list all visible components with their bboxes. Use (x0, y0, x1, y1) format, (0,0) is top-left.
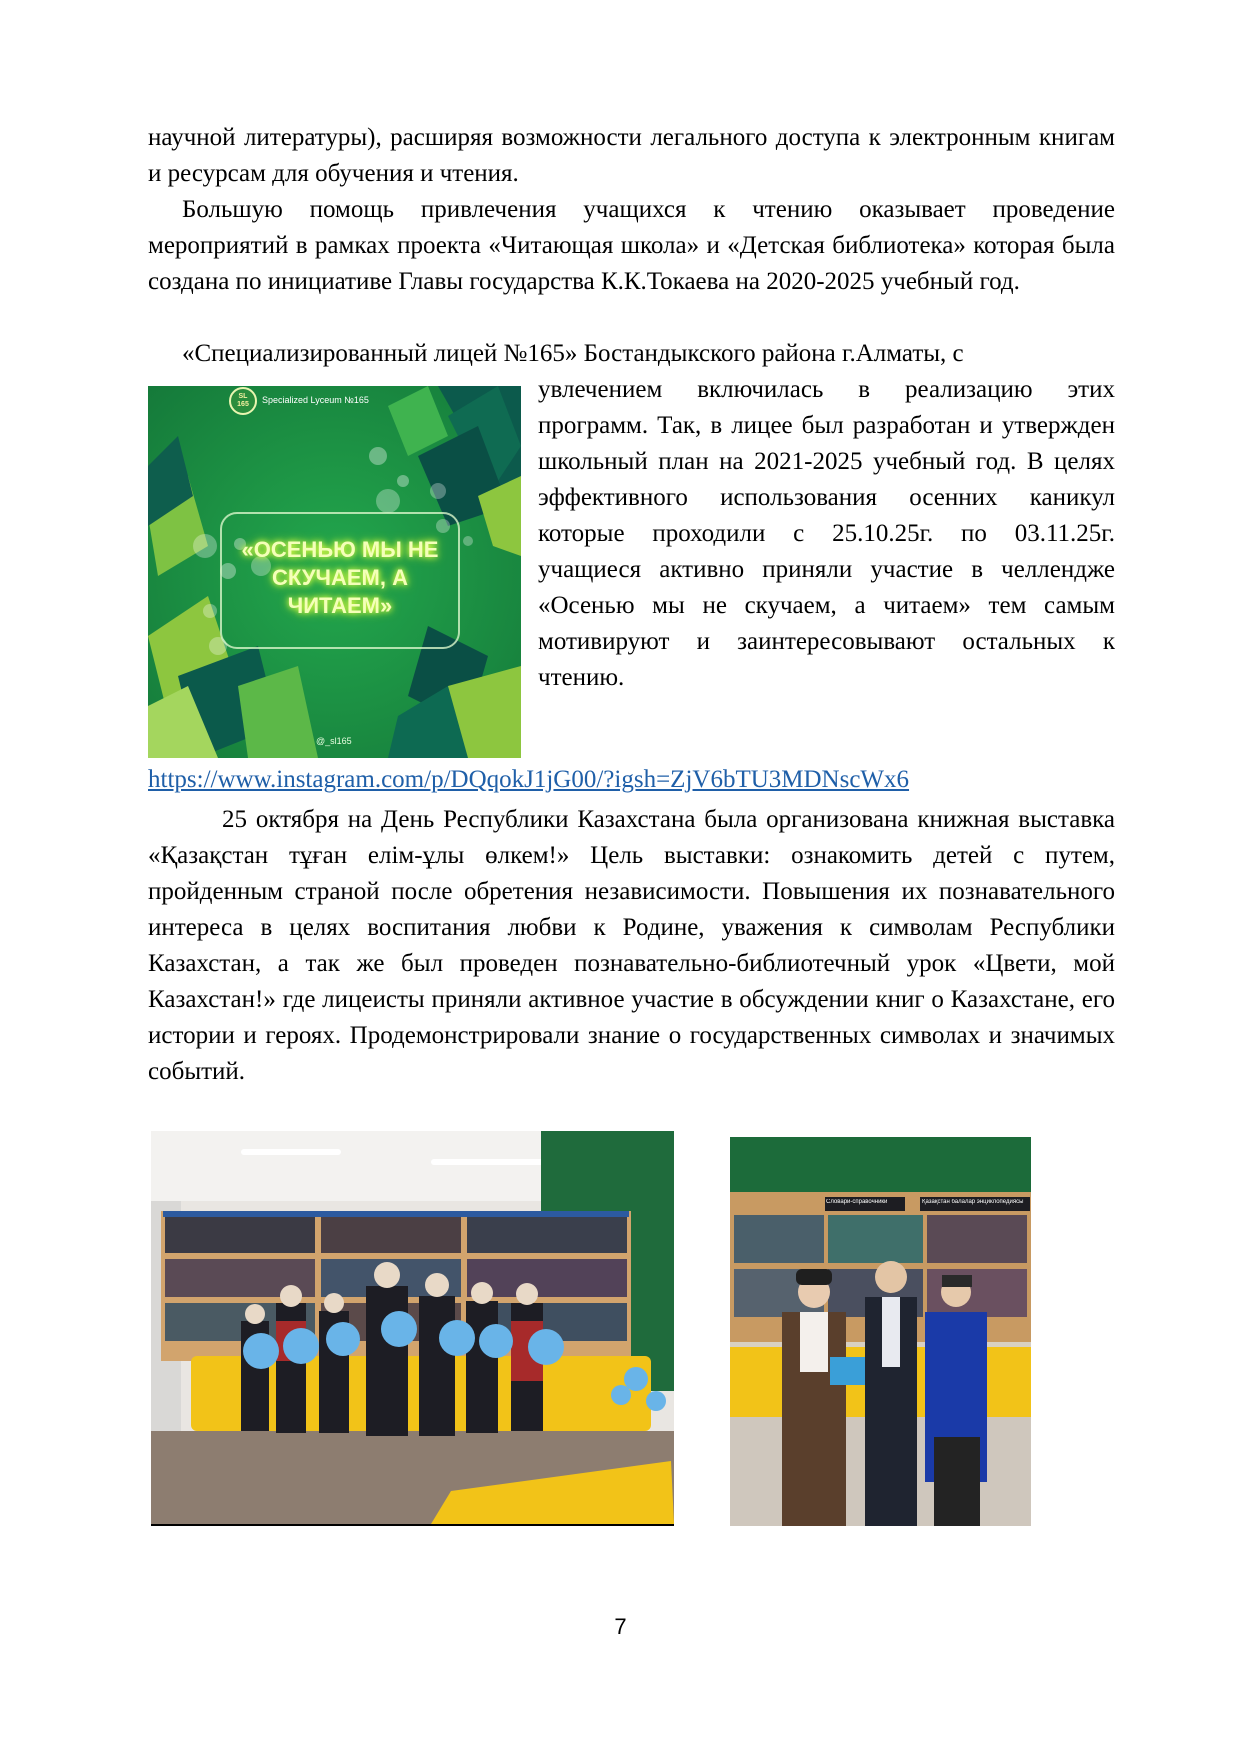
three-people-photo (730, 1137, 1031, 1526)
paragraph-lyceum-first-line: «Специализированный лицей №165» Бостандыкского района г.Алматы, с (182, 340, 964, 367)
poster-handle: @_sl165 (316, 736, 352, 746)
shelf-label-encyclopedia: Қазақстан балалар энциклопедиясы (922, 1199, 1024, 1205)
poster-logo: SL 165 (237, 393, 249, 408)
page-number: 7 (614, 1614, 627, 1639)
shelf-label-dictionaries: Словари-справочники (826, 1199, 888, 1205)
paragraph-lyceum-wrapped: увлечением включилась в реализацию этих программ. Так, в лицее был разработан и утвержден школьный план на 2021-2025 учебный год. В целях эффективного использования осенних каникул которые проходили с 25.10.25г. по 03.11.25г. учащиеся активно приняли участие в челлендже «Осенью мы не скучаем, а читаем» тем самым мотивируют и заинтересовывают остальных к чтению. (538, 376, 1115, 691)
poster-title: «ОСЕНЬЮ МЫ НЕ СКУЧАЕМ, А ЧИТАЕМ» (241, 537, 439, 618)
poster-brand: Specialized Lyceum №165 (262, 395, 369, 405)
group-photo-balloons (151, 1131, 674, 1526)
paragraph-republic-day: 25 октября на День Республики Казахстана была организована книжная выставка «Қазақстан тұған елім-ұлы өлкем!» Цель выставки: ознакомить детей с путем, пройденным страной после обретения независимости. Повышения их познавательного интереса в целях воспитания любви к Родине, уважения к символам Республики Казахстан, а так же был проведен познавательно-библиотечный урок «Цвети, мой Казахстан!» где лицеисты приняли активное участие в обсуждении книг о Казахстане, его истории и героях. Продемонстрировали знание о государственных символах и значимых событий. (148, 806, 1115, 1085)
instagram-link[interactable]: https://www.instagram.com/p/DQqokJ1jG00/?igsh=ZjV6bTU3MDNscWx6 (148, 766, 910, 793)
challenge-poster-image (148, 386, 521, 758)
paragraph-reading-school: Большую помощь привлечения учащихся к чтению оказывает проведение мероприятий в рамках проекта «Читающая школа» и «Детская библиотека» которая была создана по инициативе Главы государства К.К.Токаева на 2020-2025 учебный год. (148, 196, 1115, 295)
paragraph-intro-continued: научной литературы), расширяя возможности легального доступа к электронным книгам и ресурсам для обучения и чтения. (148, 124, 1115, 187)
